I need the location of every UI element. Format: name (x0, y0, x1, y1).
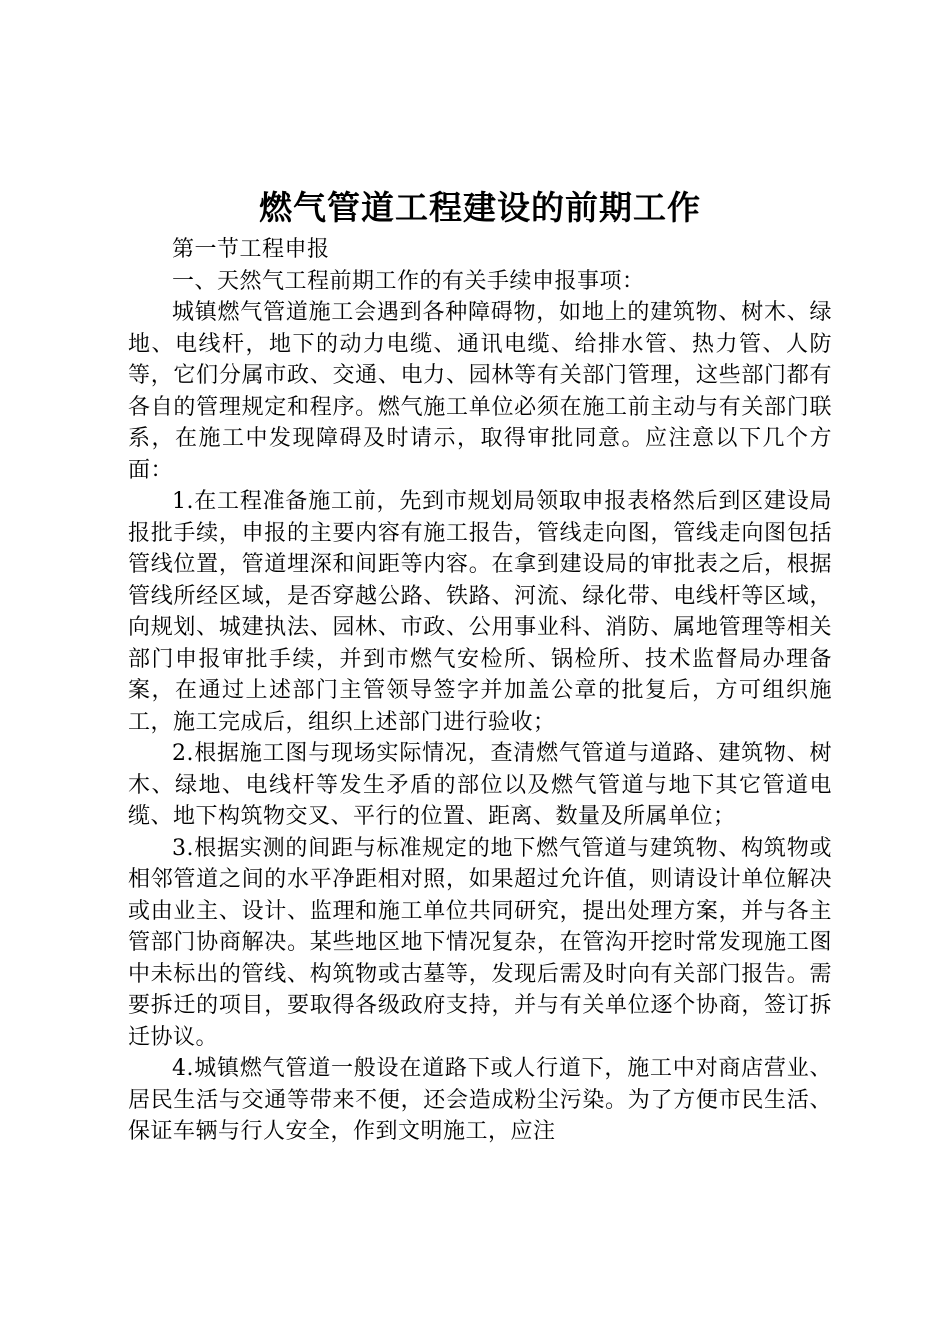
list-item-3: 3.根据实测的间距与标准规定的地下燃气管道与建筑物、构筑物或相邻管道之间的水平净距相对照，如果超过允许值，则请设计单位解决或由业主、设计、监理和施工单位共同研究，提出处理方案，并与各主管部门协商解决。某些地区地下情况复杂，在管沟开挖时常发现施工图中未标出的管线、构筑物或古墓等，发现后需及时向有关部门报告。需要拆迁的项目，要取得各级政府支持，并与有关单位逐个协商，签订拆迁协议。 (128, 835, 832, 1050)
list-item-4: 4.城镇燃气管道一般设在道路下或人行道下，施工中对商店营业、居民生活与交通等带来不便，还会造成粉尘污染。为了方便市民生活、保证车辆与行人安全，作到文明施工，应注 (128, 1056, 832, 1144)
document-page (128, 186, 832, 1148)
list-item-1: 1.在工程准备施工前，先到市规划局领取申报表格然后到区建设局报批手续，申报的主要内容有施工报告，管线走向图，管线走向图包括管线位置，管道埋深和间距等内容。在拿到建设局的审批表之后，根据管线所经区域，是否穿越公路、铁路、河流、绿化带、电线杆等区域，向规划、城建执法、园林、市政、公用事业科、消防、属地管理等相关部门申报审批手续，并到市燃气安检所、锅检所、技术监督局办理备案，在通过上述部门主管领导签字并加盖公章的批复后，方可组织施工，施工完成后，组织上述部门进行验收； (128, 489, 832, 735)
subsection-heading: 一、天然气工程前期工作的有关手续申报事项： (172, 268, 645, 294)
section-heading: 第一节工程申报 (172, 237, 330, 262)
body-paragraph: 城镇燃气管道施工会遇到各种障碍物，如地上的建筑物、树木、绿地、电线杆，地下的动力电缆、通讯电缆、给排水管、热力管、人防等，它们分属市政、交通、电力、园林等有关部门管理，这些部门都有各自的管理规定和程序。燃气施工单位必须在施工前主动与有关部门联系，在施工中发现障碍及时请示，取得审批同意。应注意以下几个方面： (128, 300, 832, 483)
document-title: 燃气管道工程建设的前期工作 (259, 188, 701, 227)
list-item-2: 2.根据施工图与现场实际情况，查清燃气管道与道路、建筑物、树木、绿地、电线杆等发生矛盾的部位以及燃气管道与地下其它管道电缆、地下构筑物交叉、平行的位置、距离、数量及所属单位； (128, 741, 832, 829)
